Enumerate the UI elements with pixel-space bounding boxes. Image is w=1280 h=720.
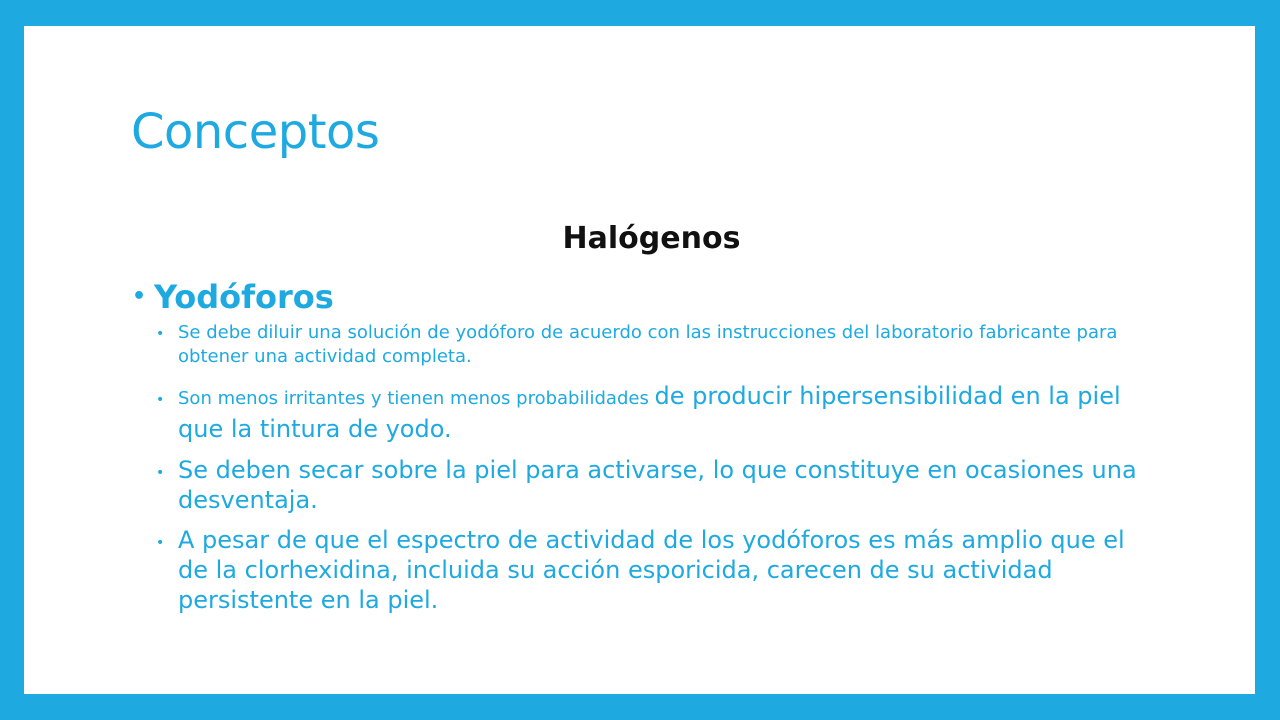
slide-title: Conceptos (131, 104, 380, 160)
list-item-text: Se debe diluir una solución de yodóforo de acuerdo con las instrucciones del laboratorio fabricante para obtener una actividad completa. (178, 322, 1118, 367)
slide (24, 26, 1255, 694)
bullet-icon: • (156, 535, 165, 551)
bullet-icon: • (156, 326, 165, 342)
bullet-icon: • (132, 284, 147, 309)
topic-bullet-item (132, 277, 1162, 317)
list-item-text-small: Son menos irritantes y tienen menos probabilidades (178, 388, 655, 409)
list-item (132, 455, 1162, 515)
list-item-text-large: de producir hipersensibilidad en la piel que la tintura de yodo. (178, 382, 1121, 443)
list-item (132, 525, 1162, 615)
bullet-icon: • (156, 465, 165, 481)
list-item-text: A pesar de que el espectro de actividad de los yodóforos es más amplio que el de la clorhexidina, incluida su acción esporicida, carecen de su actividad persistente en la piel. (178, 526, 1125, 614)
list-item-text: Se deben secar sobre la piel para activarse, lo que constituye en ocasiones una desventaja. (178, 456, 1137, 514)
list-item (132, 321, 1162, 369)
list-item (132, 381, 1162, 447)
bullet-icon: • (156, 392, 165, 408)
section-heading: Halógenos (562, 221, 741, 256)
topic-label: Yodóforos (154, 278, 334, 316)
slide-content (132, 277, 1162, 625)
